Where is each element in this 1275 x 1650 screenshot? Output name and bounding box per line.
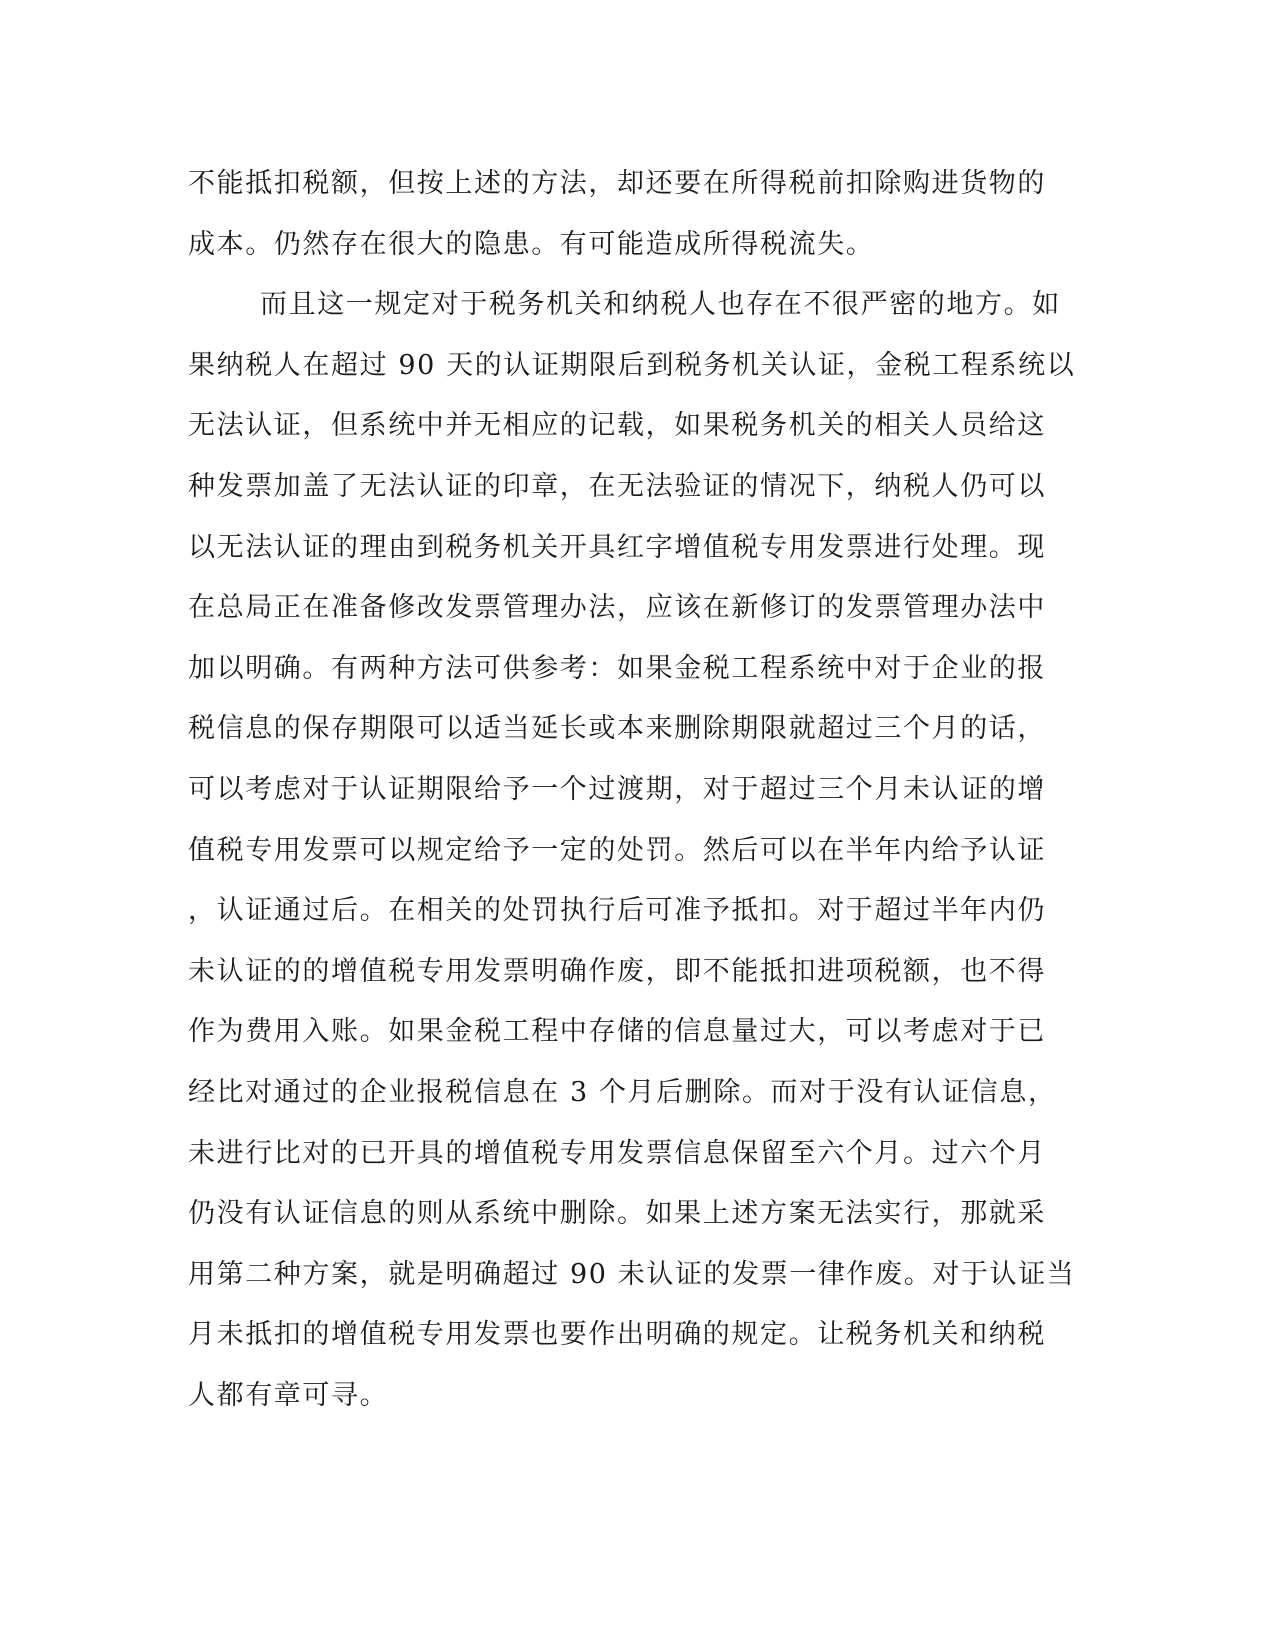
text-line: 无法认证，但系统中并无相应的记载，如果税务机关的相关人员给这 [188,410,1046,442]
body-text [188,154,1076,1426]
text-line: 在总局正在准备修改发票管理办法，应该在新修订的发票管理办法中 [188,592,1046,624]
text-line: 仍没有认证信息的则从系统中删除。如果上述方案无法实行，那就采 [188,1198,1046,1230]
text-line: 用第二种方案，就是明确超过 90 未认证的发票一律作废。对于认证当 [188,1258,1076,1290]
text-line: 加以明确。有两种方法可供参考：如果金税工程系统中对于企业的报 [188,652,1046,684]
text-line: 以无法认证的理由到税务机关开具红字增值税专用发票进行处理。现 [188,531,1046,563]
text-line: 未进行比对的已开具的增值税专用发票信息保留至六个月。过六个月 [188,1137,1046,1169]
text-line: 月未抵扣的增值税专用发票也要作出明确的规定。让税务机关和纳税 [188,1319,1046,1351]
text-line: 可以考虑对于认证期限给予一个过渡期，对于超过三个月未认证的增 [188,773,1046,805]
text-line: 税信息的保存期限可以适当延长或本来删除期限就超过三个月的话， [188,713,1046,745]
text-line: 果纳税人在超过 90 天的认证期限后到税务机关认证，金税工程系统以 [188,349,1076,381]
text-line: 作为费用入账。如果金税工程中存储的信息量过大，可以考虑对于已 [188,1016,1046,1048]
paragraph-first-line: 而且这一规定对于税务机关和纳税人也存在不很严密的地方。如 [260,289,1061,321]
text-line: 未认证的的增值税专用发票明确作废，即不能抵扣进项税额，也不得 [188,955,1046,987]
text-line: 人都有章可寻。 [188,1379,389,1411]
text-line: 值税专用发票可以规定给予一定的处罚。然后可以在半年内给予认证 [188,834,1046,866]
text-line: 成本。仍然存在很大的隐患。有可能造成所得税流失。 [188,228,875,260]
text-line: 经比对通过的企业报税信息在 3 个月后删除。而对于没有认证信息， [188,1076,1057,1108]
text-line: ，认证通过后。在相关的处罚执行后可准予抵扣。对于超过半年内仍 [188,895,1046,927]
text-line: 不能抵扣税额，但按上述的方法，却还要在所得税前扣除购进货物的 [188,168,1046,199]
text-line: 种发票加盖了无法认证的印章，在无法验证的情况下，纳税人仍可以 [188,470,1046,502]
